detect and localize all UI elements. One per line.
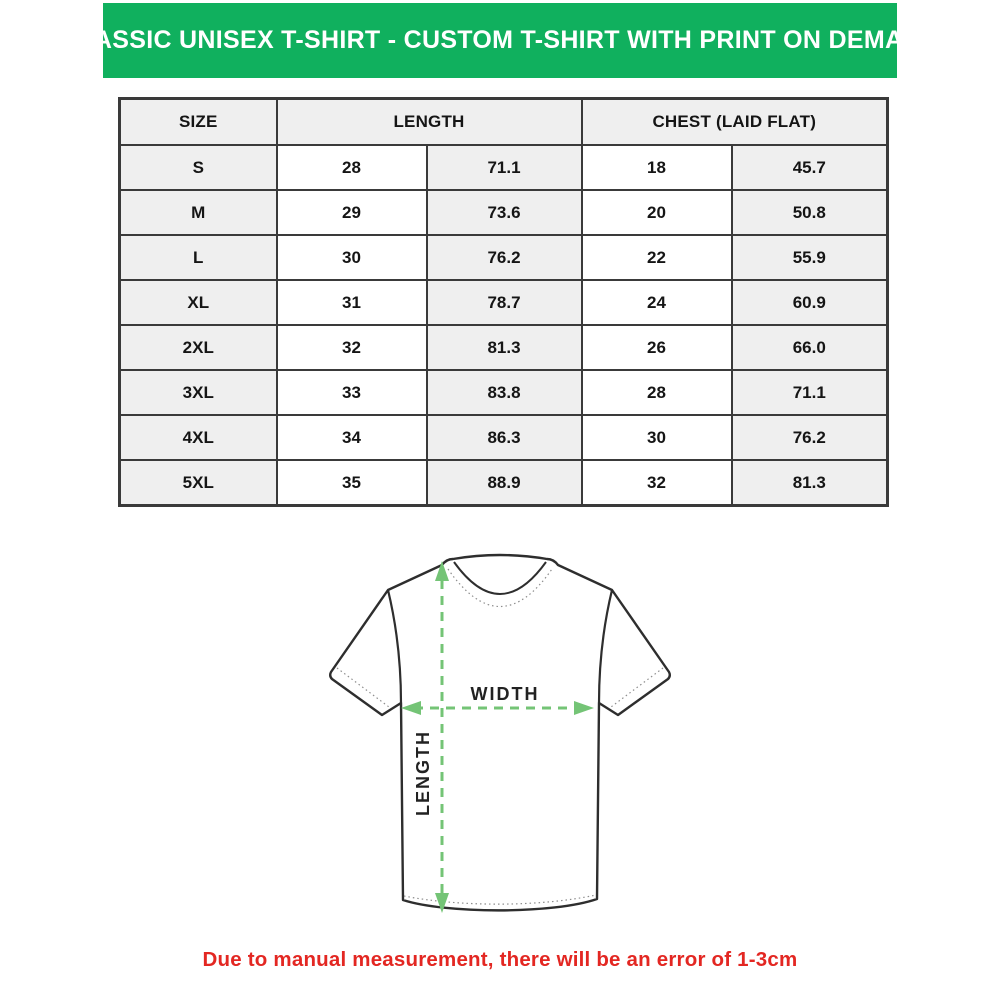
cell-length_cm: 81.3: [427, 325, 582, 370]
cell-size: M: [120, 190, 277, 235]
cell-chest_cm: 76.2: [732, 415, 888, 460]
cell-chest_in: 32: [582, 460, 732, 506]
cell-length_cm: 83.8: [427, 370, 582, 415]
cell-length_in: 30: [277, 235, 427, 280]
cell-length_in: 34: [277, 415, 427, 460]
cell-length_cm: 76.2: [427, 235, 582, 280]
cell-length_in: 29: [277, 190, 427, 235]
cell-size: 3XL: [120, 370, 277, 415]
cell-size: S: [120, 145, 277, 190]
cell-length_in: 28: [277, 145, 427, 190]
cell-chest_in: 20: [582, 190, 732, 235]
title-banner: [59, 3, 941, 78]
cell-size: L: [120, 235, 277, 280]
size-table: [118, 97, 889, 507]
cell-length_in: 33: [277, 370, 427, 415]
length-label: LENGTH: [413, 730, 433, 816]
table-row: [120, 415, 888, 460]
cell-length_in: 31: [277, 280, 427, 325]
cell-length_in: 32: [277, 325, 427, 370]
table-row: [120, 190, 888, 235]
size-table-header: [120, 99, 888, 146]
cell-chest_cm: 55.9: [732, 235, 888, 280]
cell-chest_in: 26: [582, 325, 732, 370]
cell-size: 2XL: [120, 325, 277, 370]
cell-chest_cm: 50.8: [732, 190, 888, 235]
cell-size: XL: [120, 280, 277, 325]
header-size: SIZE: [120, 99, 277, 146]
header-chest: CHEST (LAID FLAT): [582, 99, 888, 146]
cell-chest_cm: 81.3: [732, 460, 888, 506]
cell-chest_in: 24: [582, 280, 732, 325]
table-row: [120, 460, 888, 506]
cell-chest_cm: 66.0: [732, 325, 888, 370]
cell-length_cm: 73.6: [427, 190, 582, 235]
cell-chest_in: 22: [582, 235, 732, 280]
table-row: [120, 325, 888, 370]
cell-length_cm: 78.7: [427, 280, 582, 325]
table-row: [120, 145, 888, 190]
cell-length_in: 35: [277, 460, 427, 506]
cell-chest_in: 18: [582, 145, 732, 190]
table-row: [120, 280, 888, 325]
page-title: CLASSIC UNISEX T-SHIRT - CUSTOM T-SHIRT WITH PRINT ON DEMAND: [59, 26, 941, 54]
table-row: [120, 235, 888, 280]
size-table-body: [120, 145, 888, 506]
cell-length_cm: 88.9: [427, 460, 582, 506]
header-length: LENGTH: [277, 99, 582, 146]
measurement-disclaimer: Due to manual measurement, there will be an error of 1-3cm: [202, 948, 798, 971]
tshirt-measurement-diagram: [300, 548, 700, 948]
header-row: [120, 99, 888, 146]
cell-chest_cm: 60.9: [732, 280, 888, 325]
cell-chest_in: 28: [582, 370, 732, 415]
width-label: WIDTH: [470, 684, 540, 704]
table-row: [120, 370, 888, 415]
tshirt-outline: [330, 555, 670, 910]
cell-chest_in: 30: [582, 415, 732, 460]
cell-size: 5XL: [120, 460, 277, 506]
cell-chest_cm: 71.1: [732, 370, 888, 415]
cell-size: 4XL: [120, 415, 277, 460]
cell-chest_cm: 45.7: [732, 145, 888, 190]
cell-length_cm: 86.3: [427, 415, 582, 460]
cell-length_cm: 71.1: [427, 145, 582, 190]
